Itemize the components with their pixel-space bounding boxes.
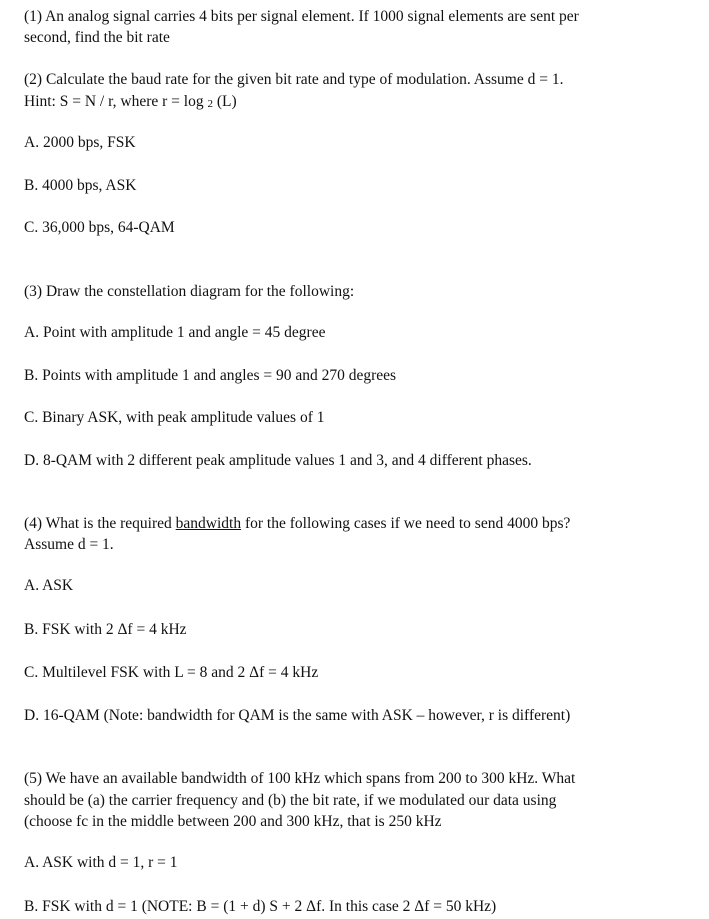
q4-option-d: D. 16-QAM (Note: bandwidth for QAM is the same with ASK – however, r is different)	[24, 707, 571, 724]
q4-bandwidth-term: bandwidth	[175, 515, 242, 532]
q3-option-d: D. 8-QAM with 2 different peak amplitude values 1 and 3, and 4 different phases.	[24, 452, 532, 469]
q2-option-b: B. 4000 bps, ASK	[24, 177, 137, 194]
q4-line-2: Assume d = 1.	[24, 536, 114, 553]
q5-line-1: (5) We have an available bandwidth of 100 kHz which spans from 200 to 300 kHz. What	[24, 770, 576, 787]
q3-option-a: A. Point with amplitude 1 and angle = 45 degree	[24, 324, 326, 341]
q2-line-1: (2) Calculate the baud rate for the given bit rate and type of modulation. Assume d = 1.	[24, 71, 564, 88]
q4-line-1	[24, 514, 570, 534]
q5-option-b: B. FSK with d = 1 (NOTE: B = (1 + d) S + 2 Δf. In this case 2 Δf = 50 kHz)	[24, 898, 497, 915]
q4-line-1-post: for the following cases if we need to send 4000 bps?	[241, 515, 571, 532]
q4-option-c: C. Multilevel FSK with L = 8 and 2 Δf = 4 kHz	[24, 664, 319, 681]
q4-option-b: B. FSK with 2 Δf = 4 kHz	[24, 621, 187, 638]
q2-hint-text: Hint: S = N / r, where r = log	[24, 93, 208, 110]
q2-hint	[24, 92, 237, 114]
q3-line-1: (3) Draw the constellation diagram for the following:	[24, 283, 355, 300]
q5-line-2: should be (a) the carrier frequency and (b) the bit rate, if we modulated our data using	[24, 792, 557, 809]
q5-line-3: (choose fc in the middle between 200 and 300 kHz, that is 250 kHz	[24, 813, 442, 830]
q4-line-1-pre: (4) What is the required	[24, 515, 176, 532]
q2-option-c: C. 36,000 bps, 64-QAM	[24, 219, 175, 236]
q2-hint-subscript: 2	[207, 98, 213, 110]
q3-option-b: B. Points with amplitude 1 and angles = 90 and 270 degrees	[24, 367, 397, 384]
q1-line-2: second, find the bit rate	[24, 29, 170, 46]
q3-option-c: C. Binary ASK, with peak amplitude values of 1	[24, 409, 325, 426]
q5-option-a: A. ASK with d = 1, r = 1	[24, 854, 178, 871]
q4-option-a: A. ASK	[24, 577, 74, 594]
q1-line-1: (1) An analog signal carries 4 bits per signal element. If 1000 signal elements are sent per	[24, 8, 579, 25]
q2-option-a: A. 2000 bps, FSK	[24, 134, 136, 151]
q2-hint-tail: (L)	[212, 93, 237, 110]
